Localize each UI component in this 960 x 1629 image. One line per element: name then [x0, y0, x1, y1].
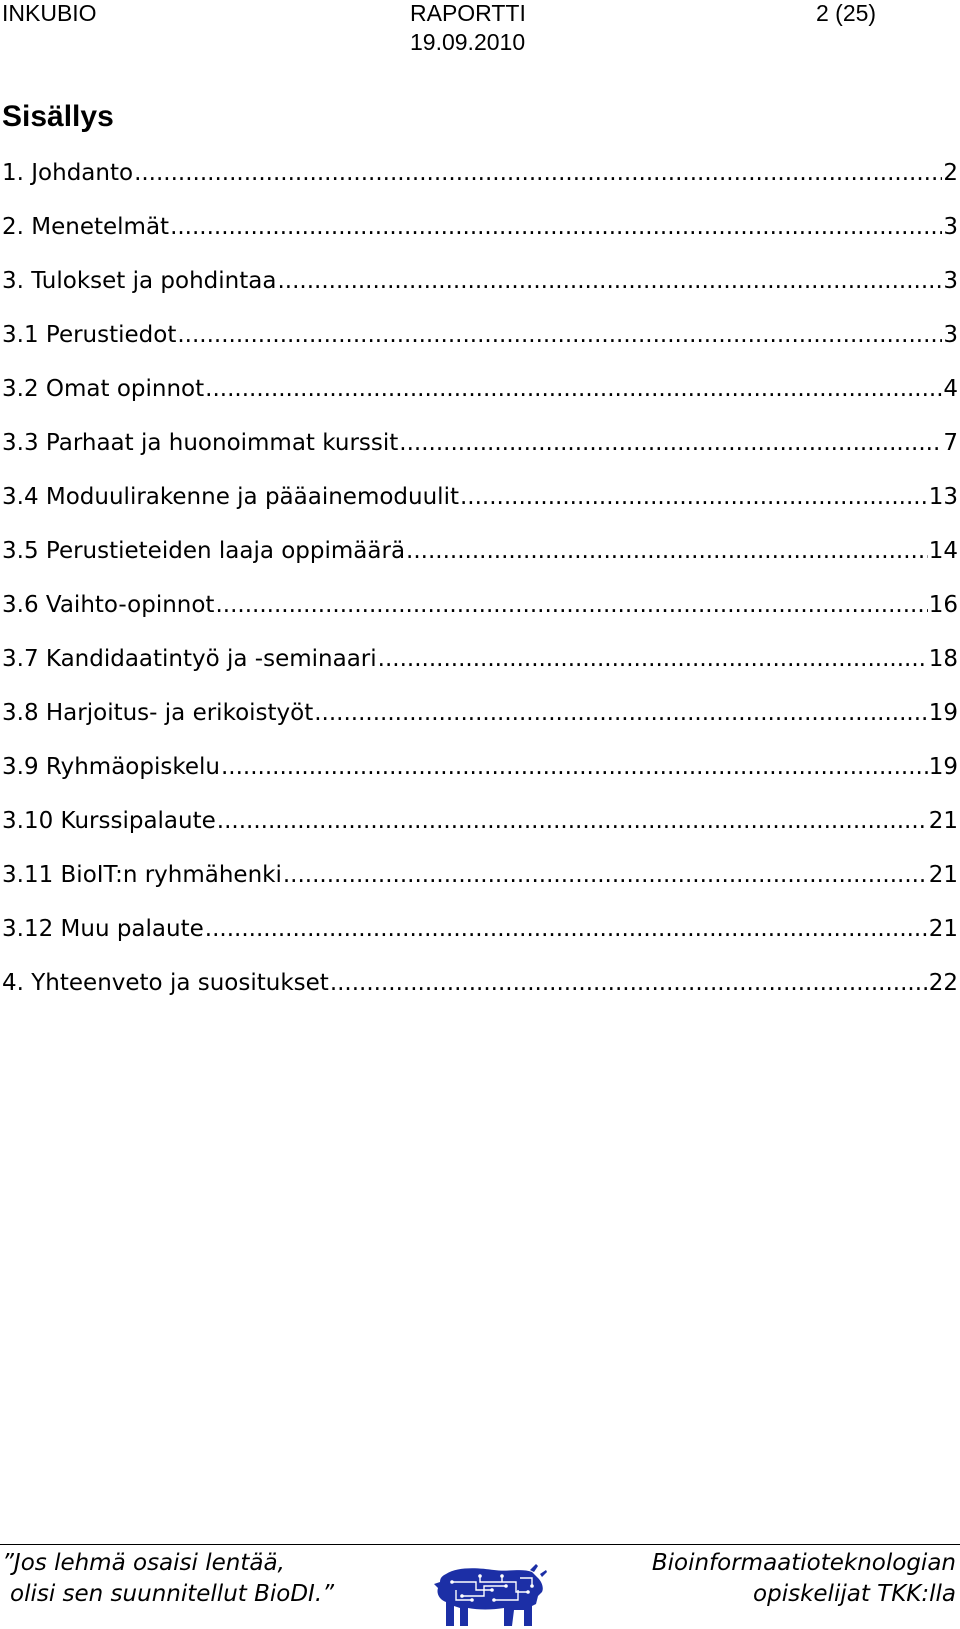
toc-entry-page: 3 [943, 214, 958, 240]
toc-entry-page: 19 [928, 700, 958, 726]
toc-entry-label: 3.6 Vaihto-opinnot [2, 592, 215, 618]
toc-entry[interactable] [2, 212, 958, 266]
toc-entry-label: 3. Tulokset ja pohdintaa [2, 268, 277, 294]
header-page-number: 2 (25) [816, 0, 877, 26]
toc-title: Sisällys [2, 100, 114, 133]
circuit-cow-logo-icon [432, 1560, 548, 1629]
toc-leader [221, 752, 928, 782]
toc-entry-page: 21 [928, 916, 958, 942]
header-org: INKUBIO [2, 0, 97, 26]
toc-entry[interactable] [2, 644, 958, 698]
toc-entry[interactable] [2, 590, 958, 644]
toc-entry-label: 3.5 Perustieteiden laaja oppimäärä [2, 538, 406, 564]
header-date: 19.09.2010 [410, 29, 526, 55]
toc-entry-label: 3.10 Kurssipalaute [2, 808, 216, 834]
toc-entry-label: 3.3 Parhaat ja huonoimmat kurssit [2, 430, 399, 456]
page-header [0, 0, 960, 60]
toc-entry-label: 3.11 BioIT:n ryhmähenki [2, 862, 282, 888]
toc-leader [134, 158, 942, 188]
toc-entry[interactable] [2, 536, 958, 590]
toc-entry-page: 4 [943, 376, 958, 402]
toc-entry[interactable] [2, 266, 958, 320]
toc-entry-page: 21 [928, 808, 958, 834]
toc-entry-label: 3.8 Harjoitus- ja erikoistyöt [2, 700, 314, 726]
toc-entry-label: 3.4 Moduulirakenne ja pääainemoduulit [2, 484, 459, 510]
toc-entry-page: 13 [928, 484, 958, 510]
toc-entry-page: 22 [928, 970, 958, 996]
toc-entry[interactable] [2, 320, 958, 374]
footer-authors [652, 1548, 956, 1610]
footer-quote [2, 1548, 334, 1610]
toc-entry-label: 3.1 Perustiedot [2, 322, 177, 348]
footer-authors-line-2: opiskelijat TKK:lla [753, 1581, 956, 1607]
toc-entry-label: 2. Menetelmät [2, 214, 170, 240]
toc-entry[interactable] [2, 482, 958, 536]
toc-entry-page: 19 [928, 754, 958, 780]
toc-leader [314, 698, 927, 728]
toc-entry[interactable] [2, 374, 958, 428]
toc-leader [217, 806, 928, 836]
footer-divider [0, 1544, 960, 1545]
toc-entry-page: 3 [943, 322, 958, 348]
toc-leader [406, 536, 928, 566]
toc-leader [215, 590, 927, 620]
toc-entry-label: 3.12 Muu palaute [2, 916, 204, 942]
toc-leader [283, 860, 928, 890]
toc-entry[interactable] [2, 428, 958, 482]
toc-leader [378, 644, 928, 674]
footer-authors-line-1: Bioinformaatioteknologian [651, 1550, 956, 1576]
toc-leader [170, 212, 942, 242]
toc-entry[interactable] [2, 752, 958, 806]
toc-entry-label: 4. Yhteenveto ja suositukset [2, 970, 329, 996]
toc-leader [205, 914, 928, 944]
toc-entry-page: 7 [943, 430, 958, 456]
toc-entry[interactable] [2, 968, 958, 1022]
toc-leader [177, 320, 942, 350]
toc-entry-page: 2 [943, 160, 958, 186]
toc-entry-page: 16 [928, 592, 958, 618]
toc-entry-label: 1. Johdanto [2, 160, 134, 186]
toc-entry[interactable] [2, 914, 958, 968]
toc-entry[interactable] [2, 698, 958, 752]
toc-leader [277, 266, 942, 296]
toc-entry-page: 21 [928, 862, 958, 888]
footer-quote-line-2: olisi sen suunnitellut BioDI.” [10, 1581, 335, 1607]
toc-entry[interactable] [2, 806, 958, 860]
toc-entry[interactable] [2, 158, 958, 212]
toc-leader [399, 428, 942, 458]
toc-entry-label: 3.9 Ryhmäopiskelu [2, 754, 220, 780]
toc-entry-page: 14 [928, 538, 958, 564]
toc-entry-label: 3.2 Omat opinnot [2, 376, 205, 402]
toc-entry-page: 18 [928, 646, 958, 672]
toc-entry-page: 3 [943, 268, 958, 294]
footer-quote-line-1: ”Jos lehmä osaisi lentää, [2, 1550, 285, 1576]
table-of-contents [2, 158, 958, 1022]
toc-entry[interactable] [2, 860, 958, 914]
toc-leader [330, 968, 928, 998]
toc-entry-label: 3.7 Kandidaatintyö ja -seminaari [2, 646, 377, 672]
toc-leader [460, 482, 928, 512]
header-doc-type: RAPORTTI [410, 0, 526, 26]
toc-leader [205, 374, 942, 404]
